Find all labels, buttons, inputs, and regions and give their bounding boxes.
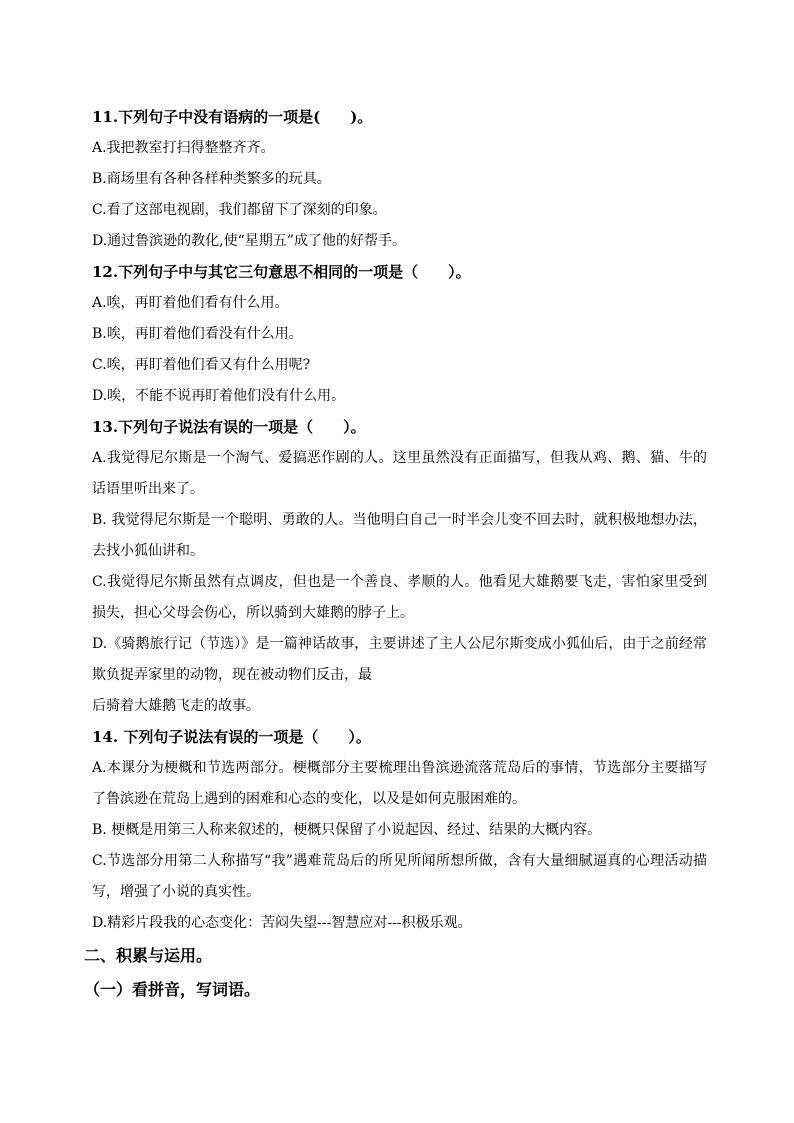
question-title: 11.下列句子中没有语病的一项是( )。 [92, 108, 373, 126]
option-d: D.通过鲁滨逊的教化,使“星期五”成了他的好帮手。 [92, 233, 406, 249]
option-d-continuation: 后骑着大雄鹅飞走的故事。 [92, 698, 260, 714]
question-14 [92, 722, 707, 939]
option-b: B. 梗概是用第三人称来叙述的，梗概只保留了小说起因、经过、结果的大概内容。 [92, 822, 602, 838]
question-11 [92, 102, 707, 257]
question-13 [92, 412, 707, 722]
question-12 [92, 257, 707, 412]
document-content [84, 102, 707, 1007]
option-a: A.本课分为梗概和节选两部分。梗概部分主要梳理出鲁滨逊流落荒岛后的事情，节选部分主要描写了鲁滨逊在荒岛上遇到的困难和心态的变化，以及是如何克服困难的。 [92, 760, 707, 807]
option-c: C.看了这部电视剧，我们都留下了深刻的印象。 [92, 202, 387, 218]
option-b: B. 我觉得尼尔斯是一个聪明、勇敢的人。当他明白自己一时半会儿变不回去时，就积极地想办法，去找小狐仙讲和。 [92, 512, 707, 559]
question-title: 12.下列句子中与其它三句意思不相同的一项是（ ）。 [92, 263, 471, 281]
option-b: B.唉，再盯着他们看没有什么用。 [92, 326, 303, 342]
option-a: A.我觉得尼尔斯是一个淘气、爱搞恶作剧的人。这里虽然没有正面描写，但我从鸡、鹅、猫、牛的话语里听出来了。 [92, 450, 707, 497]
option-d: D.《骑鹅旅行记（节选）》是一篇神话故事，主要讲述了主人公尼尔斯变成小狐仙后，由于之前经常欺负捉弄家里的动物，现在被动物们反击，最 [92, 636, 707, 683]
option-c: C.唉，再盯着他们看又有什么用呢? [92, 357, 311, 373]
question-title: 13.下列句子说法有误的一项是（ ）。 [92, 418, 366, 436]
option-a: A.我把教室打扫得整整齐齐。 [92, 140, 275, 156]
option-b: B.商场里有各种各样种类繁多的玩具。 [92, 171, 331, 187]
option-d: D.精彩片段我的心态变化：苦闷失望---智慧应对---积极乐观。 [92, 915, 472, 931]
section-heading: 二、积累与运用。 [84, 946, 213, 965]
option-d: D.唉，不能不说再盯着他们没有什么用。 [92, 388, 346, 404]
option-c: C.节选部分用第二人称描写“我”遇难荒岛后的所见所闻所想所做，含有大量细腻逼真的心理活动描写，增强了小说的真实性。 [92, 853, 707, 900]
option-c: C.我觉得尼尔斯虽然有点调皮，但也是一个善良、孝顺的人。他看见大雄鹅要飞走，害怕家里受到损失，担心父母会伤心，所以骑到大雄鹅的脖子上。 [92, 574, 707, 621]
option-a: A.唉，再盯着他们看有什么用。 [92, 295, 289, 311]
subsection-heading: （一）看拼音，写词语。 [84, 980, 261, 999]
question-title: 14. 下列句子说法有误的一项是（ ）。 [92, 728, 371, 746]
